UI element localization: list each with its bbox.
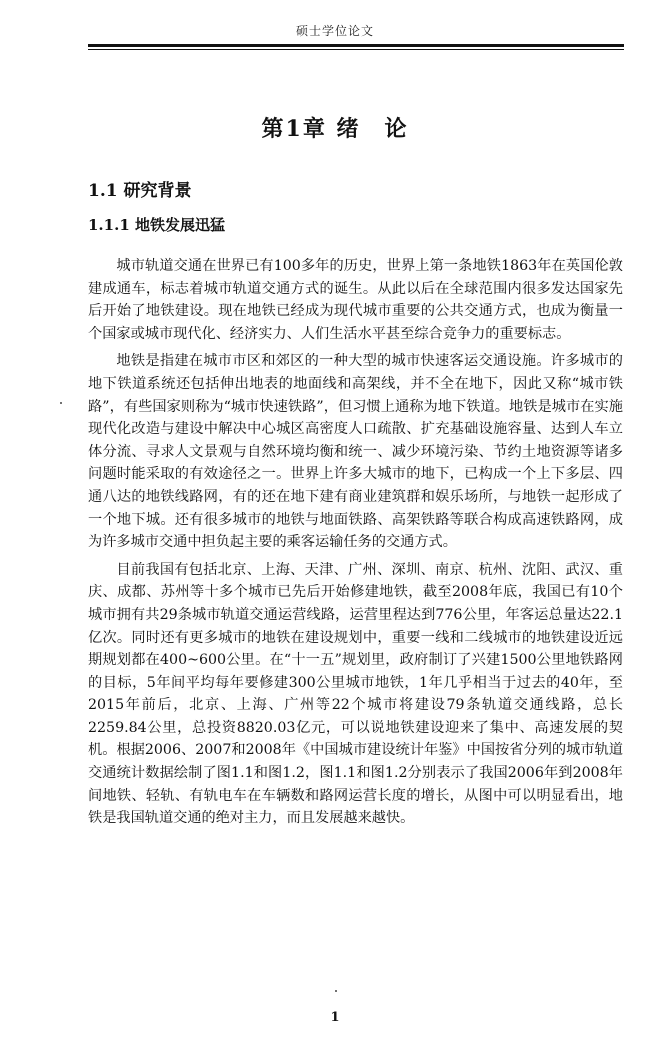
paragraph-1: 城市轨道交通在世界已有100多年的历史，世界上第一条地铁1863年在英国伦敦建成通车，标志着城市轨道交通方式的诞生。从此以后在全球范围内很多发达国家先后开始了地铁建设。现在地铁已经成为现代城市重要的公共交通方式，也成为衡量一个国家或城市现代化、经济实力、人们生活水平甚至综合竞争力的重要标志。 xyxy=(88,258,623,342)
scan-speck xyxy=(60,402,62,404)
section-heading: 1.1 研究背景 xyxy=(88,181,192,201)
page-number: 1 xyxy=(330,1010,340,1025)
header-rule-thin xyxy=(88,49,624,50)
subsection-heading: 1.1.1 地铁发展迅猛 xyxy=(88,216,225,234)
chapter-title: 第1章 绪 论 xyxy=(261,116,409,142)
paragraph-3: 目前我国有包括北京、上海、天津、广州、深圳、南京、杭州、沈阳、武汉、重庆、成都、苏州等十多个城市已先后开始修建地铁，截至2008年底，我国已有10个城市拥有共29条城市轨道交通运营线路，运营里程达到776公里，年客运总量达22.1亿次。同时还有更多城市的地铁在建设规划中，重要一线和二线城市的地铁建设近远期规划都在400~600公里。在“十一五”规划里，政府制订了兴建1500公里地铁路网的目标，5年间平均每年要修建300公里城市地铁，1年几乎相当于过去的40年，至2015年前后，北京、上海、广州等22个城市将建设79条轨道交通线路，总长2259.84公里，总投资8820.03亿元，可以说地铁建设迎来了集中、高速发展的契机。根据2006、2007和2008年《中国城市建设统计年鉴》中国按省分列的城市轨道交通统计数据绘制了图1.1和图1.2，图1.1和图1.2分别表示了我国2006年到2008年间地铁、轻轨、有轨电车在车辆数和路网运营长度的增长，从图中可以明显看出，地铁是我国轨道交通的绝对主力，而且发展越来越快。 xyxy=(88,561,623,827)
header-rule-thick xyxy=(88,44,624,47)
running-header: 硕士学位论文 xyxy=(295,24,374,38)
scan-speck xyxy=(335,990,337,992)
body-text xyxy=(88,255,623,835)
paragraph-2: 地铁是指建在城市市区和郊区的一种大型的城市快速客运交通设施。许多城市的地下铁道系统还包括伸出地表的地面线和高架线，并不全在地下，因此又称“城市铁路”，有些国家则称为“城市快速铁路”，但习惯上通称为地下铁道。地铁是城市在实施现代化改造与建设中解决中心城区高密度人口疏散、扩充基础设施容量、达到人车立体分流、寻求人文景观与自然环境均衡和统一、减少环境污染、节约土地资源等诸多问题时能采取的有效途径之一。世界上许多大城市的地下，已构成一个上下多层、四通八达的地铁线路网，有的还在地下建有商业建筑群和娱乐场所，与地铁一起形成了一个地下城。还有很多城市的地铁与地面铁路、高架铁路等联合构成高速铁路网，成为许多城市交通中担负起主要的乘客运输任务的交通方式。 xyxy=(88,353,623,551)
